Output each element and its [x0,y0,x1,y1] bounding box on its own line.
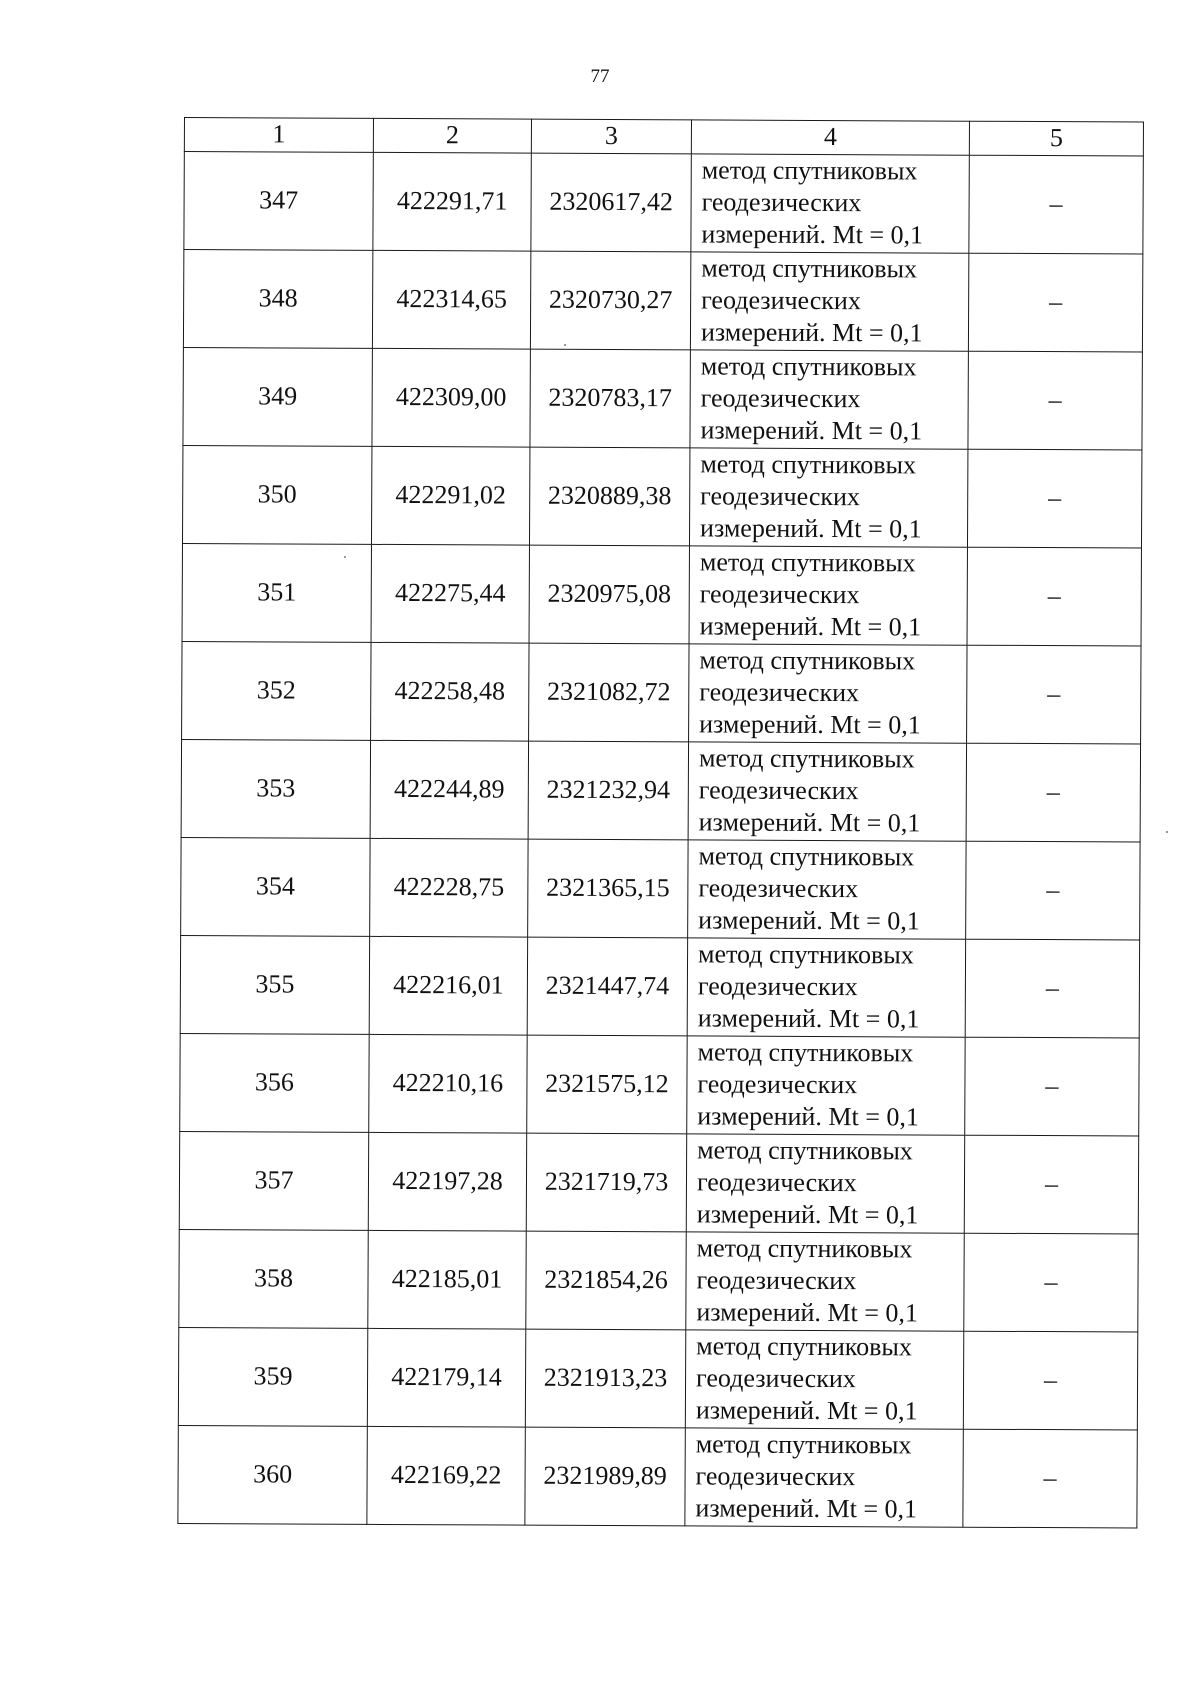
method-line: измерений. Mt = 0,1 [697,1101,919,1132]
coordinate-y-cell: 2321082,72 [529,643,689,742]
scan-speck [1166,831,1168,833]
point-number-cell: 354 [181,837,370,936]
method-line: измерений. Mt = 0,1 [699,709,921,740]
note-cell: – [964,1135,1138,1234]
table-row [183,347,1142,450]
table-row [178,1327,1137,1430]
method-line: измерений. Mt = 0,1 [697,1003,920,1034]
coordinate-y-cell: 2320617,42 [531,153,691,252]
method-line: геодезических [701,285,861,316]
note-cell: – [968,253,1142,352]
method-line: измерений. Mt = 0,1 [700,317,923,348]
method-line: геодезических [697,971,858,1002]
point-number-cell: 352 [182,641,371,740]
method-line: измерений. Mt = 0,1 [701,219,924,250]
method-cell [685,1427,963,1526]
note-cell: – [966,743,1140,842]
coordinate-y-cell: 2321575,12 [527,1035,687,1134]
point-number-cell: 359 [178,1327,367,1426]
method-line: геодезических [700,383,861,414]
table-body [178,151,1143,1528]
method-cell [685,1329,963,1428]
header-cell: 3 [531,119,691,153]
table-row [179,1229,1138,1332]
method-line: метод спутниковых [698,743,915,774]
method-line: метод спутниковых [699,645,916,676]
coordinate-y-cell: 2320975,08 [529,545,689,644]
method-line: метод спутниковых [699,547,916,578]
table-row [184,151,1143,254]
method-line: метод спутниковых [698,841,915,872]
note-cell: – [964,1233,1138,1332]
method-cell [689,545,967,644]
method-line: геодезических [701,187,862,218]
header-cell: 5 [969,121,1143,155]
point-number-cell: 348 [183,249,372,348]
note-cell: – [965,939,1139,1038]
table-row [181,739,1140,842]
point-number-cell: 349 [183,347,372,446]
coordinate-y-cell: 2320730,27 [530,251,690,350]
point-number-cell: 358 [179,1229,368,1328]
method-cell [686,1231,964,1330]
coordinate-x-cell: 422258,48 [371,642,529,741]
coordinate-y-cell: 2320889,38 [529,447,689,546]
note-cell: – [968,351,1142,450]
method-line: измерений. Mt = 0,1 [696,1199,919,1230]
method-cell [691,153,969,252]
note-cell: – [967,645,1141,744]
coordinate-x-cell: 422210,16 [369,1034,527,1133]
method-line: метод спутниковых [695,1429,912,1460]
method-line: геодезических [699,579,860,610]
method-line: метод спутниковых [697,1135,913,1166]
method-line: метод спутниковых [701,155,918,186]
method-cell [686,1133,964,1232]
method-cell [688,839,966,938]
method-line: метод спутниковых [700,449,917,480]
scan-speck [1138,1093,1140,1095]
table-header-row [184,118,1143,156]
coordinate-x-cell: 422169,22 [367,1426,525,1525]
page-number: 77 [590,66,610,87]
method-cell [690,349,968,448]
method-line: измерений. Mt = 0,1 [695,1493,918,1524]
table-row [181,837,1140,940]
header-cell: 1 [184,118,373,152]
method-cell [689,643,967,742]
coordinate-y-cell: 2321913,23 [525,1329,685,1428]
note-cell: – [963,1429,1137,1528]
method-line: измерений. Mt = 0,1 [698,807,921,838]
coordinate-x-cell: 422314,65 [372,250,530,349]
scan-speck [344,556,346,558]
method-line: метод спутниковых [696,1233,913,1264]
method-line: метод спутниковых [701,253,918,284]
point-number-cell: 355 [180,935,369,1034]
method-cell [689,447,967,546]
coordinate-x-cell: 422197,28 [368,1132,526,1231]
method-cell [690,251,968,350]
note-cell: – [963,1331,1137,1430]
table-row [182,445,1141,548]
coordinate-y-cell: 2321989,89 [525,1427,685,1526]
point-number-cell: 356 [180,1033,369,1132]
table-row [180,1033,1139,1136]
method-line: геодезических [696,1167,857,1198]
header-cell: 4 [691,120,969,155]
method-line: метод спутниковых [697,1037,914,1068]
method-line: метод спутниковых [697,939,914,970]
scan-speck [564,344,566,346]
coordinate-y-cell: 2321719,73 [526,1133,686,1232]
note-cell: – [967,547,1141,646]
coordinate-x-cell: 422291,02 [371,446,529,545]
method-line: метод спутниковых [696,1331,912,1362]
method-line: геодезических [695,1461,856,1492]
table-row [180,935,1139,1038]
note-cell: – [967,449,1141,548]
coordinate-x-cell: 422244,89 [370,740,528,839]
coordinate-x-cell: 422291,71 [373,152,531,251]
method-cell [688,741,966,840]
coordinate-x-cell: 422228,75 [370,838,528,937]
table-row [182,543,1141,646]
note-cell: – [965,1037,1139,1136]
coordinate-x-cell: 422185,01 [368,1230,526,1329]
method-line: измерений. Mt = 0,1 [700,415,923,446]
method-line: геодезических [700,481,861,512]
point-number-cell: 357 [179,1131,368,1230]
method-line: измерений. Mt = 0,1 [698,905,920,936]
method-line: геодезических [699,677,860,708]
method-line: измерений. Mt = 0,1 [699,611,922,642]
coordinates-table [177,117,1144,1528]
point-number-cell: 353 [181,739,370,838]
note-cell: – [969,155,1143,254]
method-line: измерений. Mt = 0,1 [696,1297,919,1328]
method-cell [687,1035,965,1134]
coordinate-y-cell: 2321365,15 [528,839,688,938]
coordinate-y-cell: 2321854,26 [526,1231,686,1330]
coordinate-y-cell: 2321447,74 [527,937,687,1036]
table-row [178,1425,1137,1528]
method-line: геодезических [698,873,859,904]
table-row [183,249,1142,352]
point-number-cell: 347 [184,151,373,250]
header-cell: 2 [373,118,531,152]
point-number-cell: 360 [178,1425,367,1524]
method-line: метод спутниковых [700,351,917,382]
method-line: геодезических [696,1265,857,1296]
point-number-cell: 351 [182,543,371,642]
method-line: геодезических [697,1069,858,1100]
coordinate-x-cell: 422275,44 [371,544,529,643]
point-number-cell: 350 [182,445,371,544]
coordinate-x-cell: 422179,14 [367,1328,525,1427]
coordinate-y-cell: 2320783,17 [530,349,690,448]
method-cell [687,937,965,1036]
coordinate-x-cell: 422216,01 [369,936,527,1035]
table-row [182,641,1141,744]
note-cell: – [966,841,1140,940]
coordinate-y-cell: 2321232,94 [528,741,688,840]
coordinate-x-cell: 422309,00 [372,348,530,447]
method-line: геодезических [695,1363,856,1394]
method-line: измерений. Mt = 0,1 [700,513,922,544]
method-line: измерений. Mt = 0,1 [695,1395,918,1426]
table-row [179,1131,1138,1234]
method-line: геодезических [698,775,859,806]
